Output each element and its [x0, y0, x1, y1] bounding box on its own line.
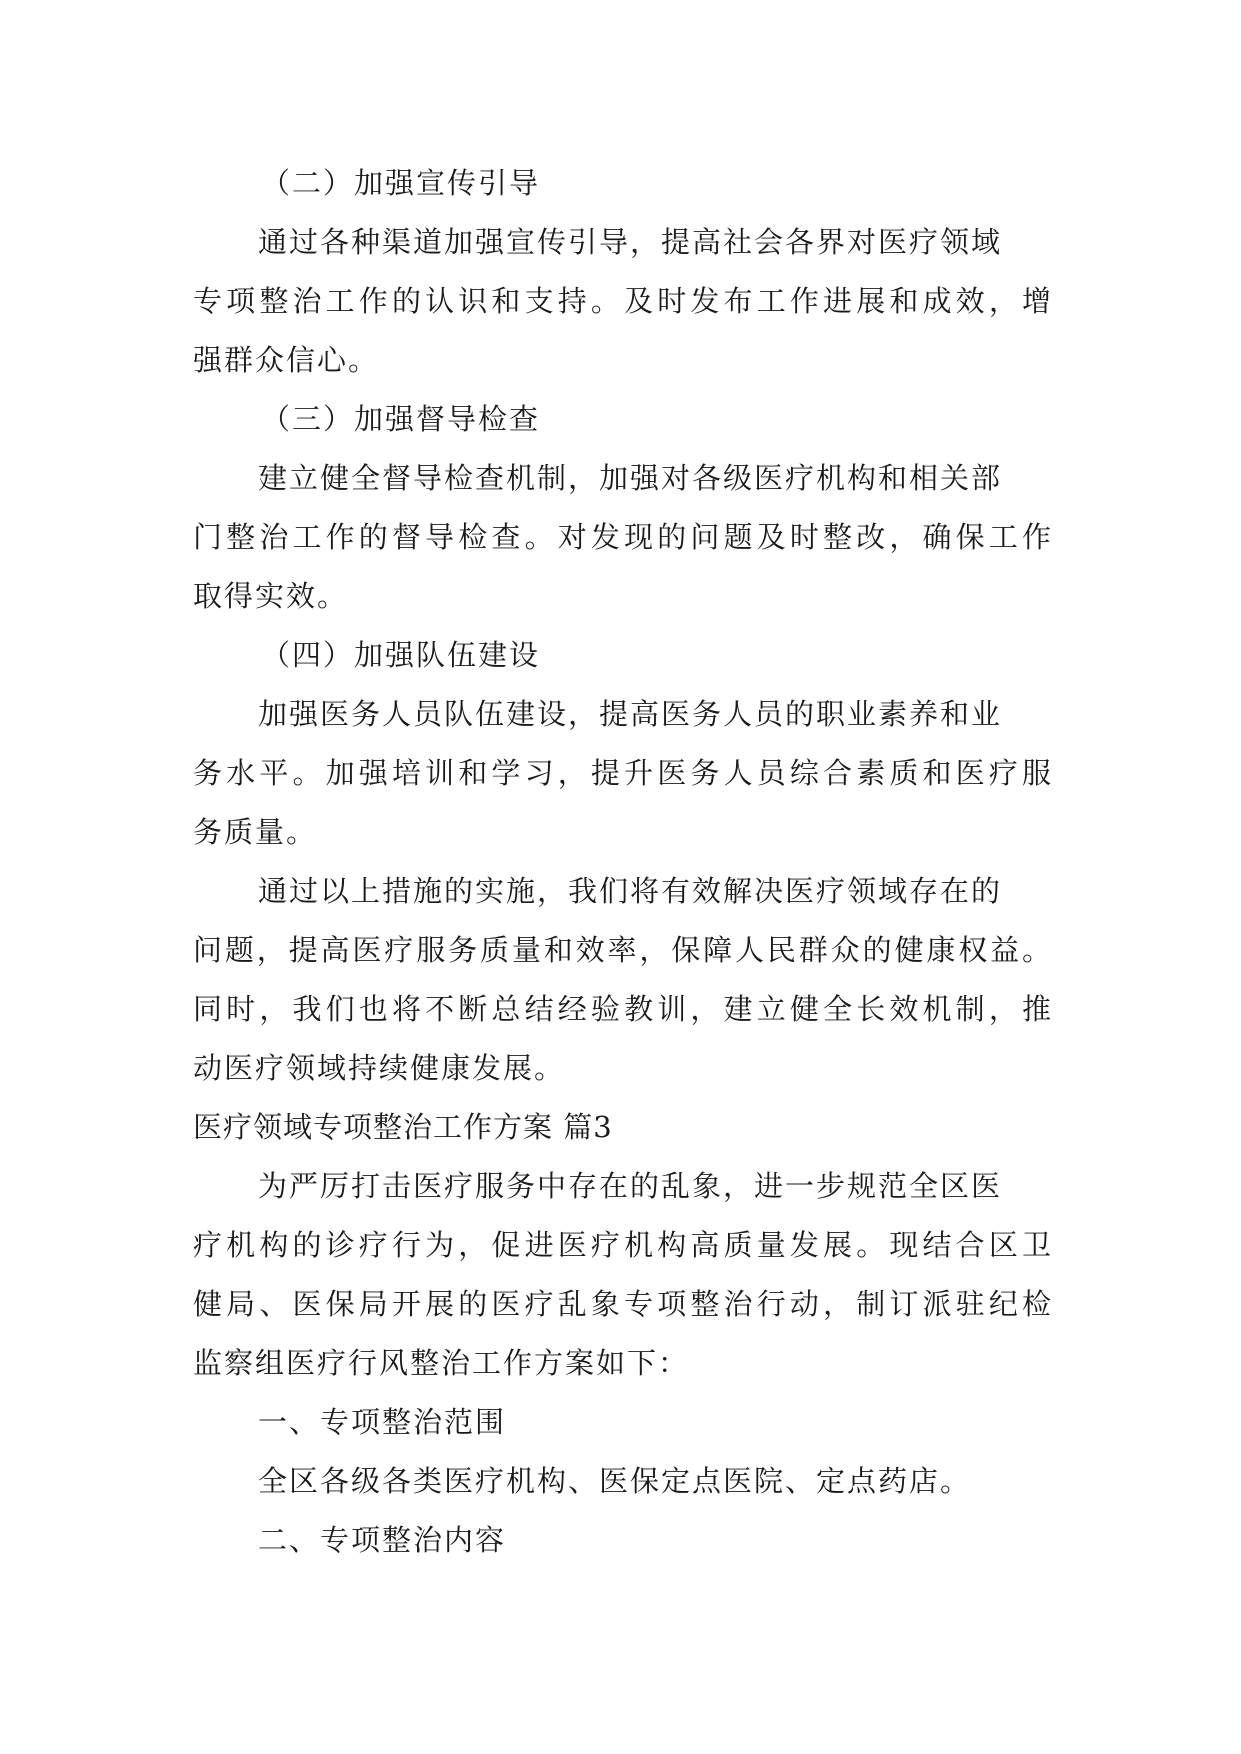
paragraph-line: 加强医务人员队伍建设，提高医务人员的职业素养和业: [258, 697, 1003, 731]
paragraph-line: 通过各种渠道加强宣传引导，提高社会各界对医疗领域: [258, 225, 1003, 259]
paragraph-line: 门整治工作的督导检查。对发现的问题及时整改，确保工作: [193, 520, 1053, 554]
section-title: 医疗领域专项整治工作方案 篇3: [193, 1110, 613, 1144]
paragraph-line: 取得实效。: [193, 579, 349, 613]
paragraph-line: 为严厉打击医疗服务中存在的乱象，进一步规范全区医: [258, 1169, 1003, 1203]
subsection-heading: （二）加强宣传引导: [261, 166, 541, 200]
paragraph-line: 建立健全督导检查机制，加强对各级医疗机构和相关部: [258, 461, 1003, 495]
paragraph-line: 强群众信心。: [193, 343, 380, 377]
paragraph-line: 通过以上措施的实施，我们将有效解决医疗领域存在的: [258, 874, 1003, 908]
subsection-heading: 一、专项整治范围: [258, 1405, 507, 1439]
paragraph-line: 问题，提高医疗服务质量和效率，保障人民群众的健康权益。: [193, 933, 1053, 967]
paragraph-line: 全区各级各类医疗机构、医保定点医院、定点药店。: [258, 1464, 972, 1498]
paragraph-line: 同时，我们也将不断总结经验教训，建立健全长效机制，推: [193, 992, 1053, 1026]
paragraph-line: 务质量。: [193, 815, 318, 849]
subsection-heading: （四）加强队伍建设: [261, 638, 541, 672]
subsection-heading: （三）加强督导检查: [261, 402, 541, 436]
paragraph-line: 健局、医保局开展的医疗乱象专项整治行动，制订派驻纪检: [193, 1287, 1053, 1321]
paragraph-line: 动医疗领域持续健康发展。: [193, 1051, 566, 1085]
paragraph-line: 专项整治工作的认识和支持。及时发布工作进展和成效，增: [193, 284, 1053, 318]
paragraph-line: 务水平。加强培训和学习，提升医务人员综合素质和医疗服: [193, 756, 1053, 790]
paragraph-line: 疗机构的诊疗行为，促进医疗机构高质量发展。现结合区卫: [193, 1228, 1053, 1262]
subsection-heading: 二、专项整治内容: [258, 1523, 507, 1557]
paragraph-line: 监察组医疗行风整治工作方案如下：: [193, 1346, 690, 1380]
